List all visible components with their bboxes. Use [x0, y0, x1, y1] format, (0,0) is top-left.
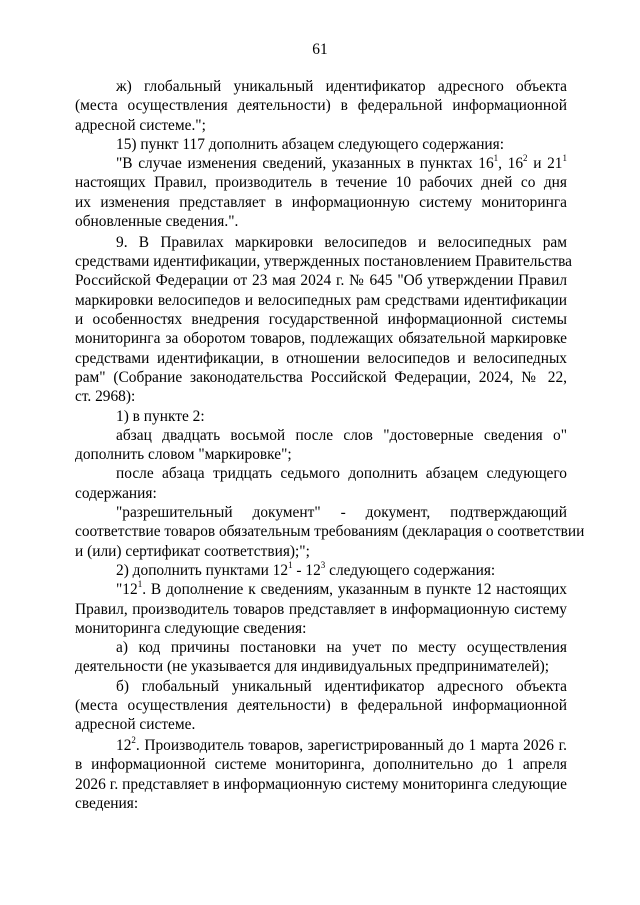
page-number: 61: [312, 41, 328, 58]
text-line: средствами идентификации, в отношении велосипедов и велосипедных: [75, 349, 567, 367]
text-line: мониторинга следующие сведения:: [75, 619, 307, 637]
text-line: 2026 г. представляет в информационную систему мониторинга следующие: [75, 775, 567, 793]
text-line: адресной системе.";: [75, 116, 206, 134]
text-line: 15) пункт 117 дополнить абзацем следующего содержания:: [116, 135, 505, 153]
text-line: Российской Федерации от 23 мая 2024 г. № 645 "Об утверждении Правил: [75, 272, 567, 290]
text-line: соответствие товаров обязательным требованиям (декларация о соответствии: [75, 523, 585, 541]
text-line: б) глобальный уникальный идентификатор адресного объекта: [116, 677, 567, 695]
text-line: $12^2$. Производитель товаров, зарегистрированный до 1 марта 2026 г.: [116, 734, 567, 755]
text-line: и (или) сертификат соответствия);";: [75, 542, 310, 560]
text-line: деятельности (не указывается для индивидуальных предпринимателей);: [75, 658, 549, 676]
text-line: рам" (Собрание законодательства Российской Федерации, 2024, № 22,: [75, 368, 567, 386]
text-line: обновленные сведения.".: [75, 213, 239, 231]
text-line: абзац двадцать восьмой после слов "достоверные сведения о": [116, 426, 567, 444]
text-line: в информационной системе мониторинга, дополнительно до 1 апреля: [75, 756, 567, 774]
text-line: содержания:: [75, 484, 157, 502]
text-line: ж) глобальный уникальный идентификатор адресного объекта: [116, 78, 567, 95]
text-line: дополнить словом "маркировке";: [75, 446, 292, 464]
text-line: 9. В Правилах маркировки велосипедов и велосипедных рам: [116, 233, 567, 251]
text-line: после абзаца тридцать седьмого дополнить абзацем следующего: [116, 465, 567, 483]
text-line: маркировки велосипедов и велосипедных рам средствами идентификации: [75, 291, 567, 309]
text-line: мониторинга за оборотом товаров, подлежащих обязательной маркировке: [75, 330, 567, 348]
text-line: сведения:: [75, 794, 139, 812]
text-line: 2) дополнить пунктами $12^1 - 12^3$ следующего содержания:: [116, 559, 496, 579]
document-body: [75, 77, 585, 813]
text-line: адресной системе.: [75, 716, 196, 734]
text-line: а) код причины постановки на учет по месту осуществления: [116, 639, 567, 657]
text-line: 1) в пункте 2:: [116, 407, 205, 425]
text-line: "В случае изменения сведений, указанных в пунктах $16^1$, $16^2$ и $21^1$: [116, 153, 567, 173]
text-line: их изменения представляет в информационную систему мониторинга: [75, 193, 567, 211]
text-line: "$12^1$. В дополнение к сведениям, указанным в пункте 12 настоящих: [116, 579, 567, 599]
text-line: (места осуществления деятельности) в федеральной информационной: [75, 97, 567, 115]
text-line: "разрешительный документ" - документ, подтверждающий: [116, 504, 567, 522]
text-line: средствами идентификации, утвержденных постановлением Правительства: [75, 253, 572, 271]
text-line: (места осуществления деятельности) в федеральной информационной: [75, 697, 567, 714]
text-line: настоящих Правил, производитель в течение 10 рабочих дней со дня: [75, 174, 567, 192]
text-line: Правил, производитель товаров представляет в информационную систему: [75, 600, 567, 618]
text-line: и особенностях внедрения государственной информационной системы: [75, 311, 567, 329]
text-line: ст. 2968):: [75, 388, 136, 406]
